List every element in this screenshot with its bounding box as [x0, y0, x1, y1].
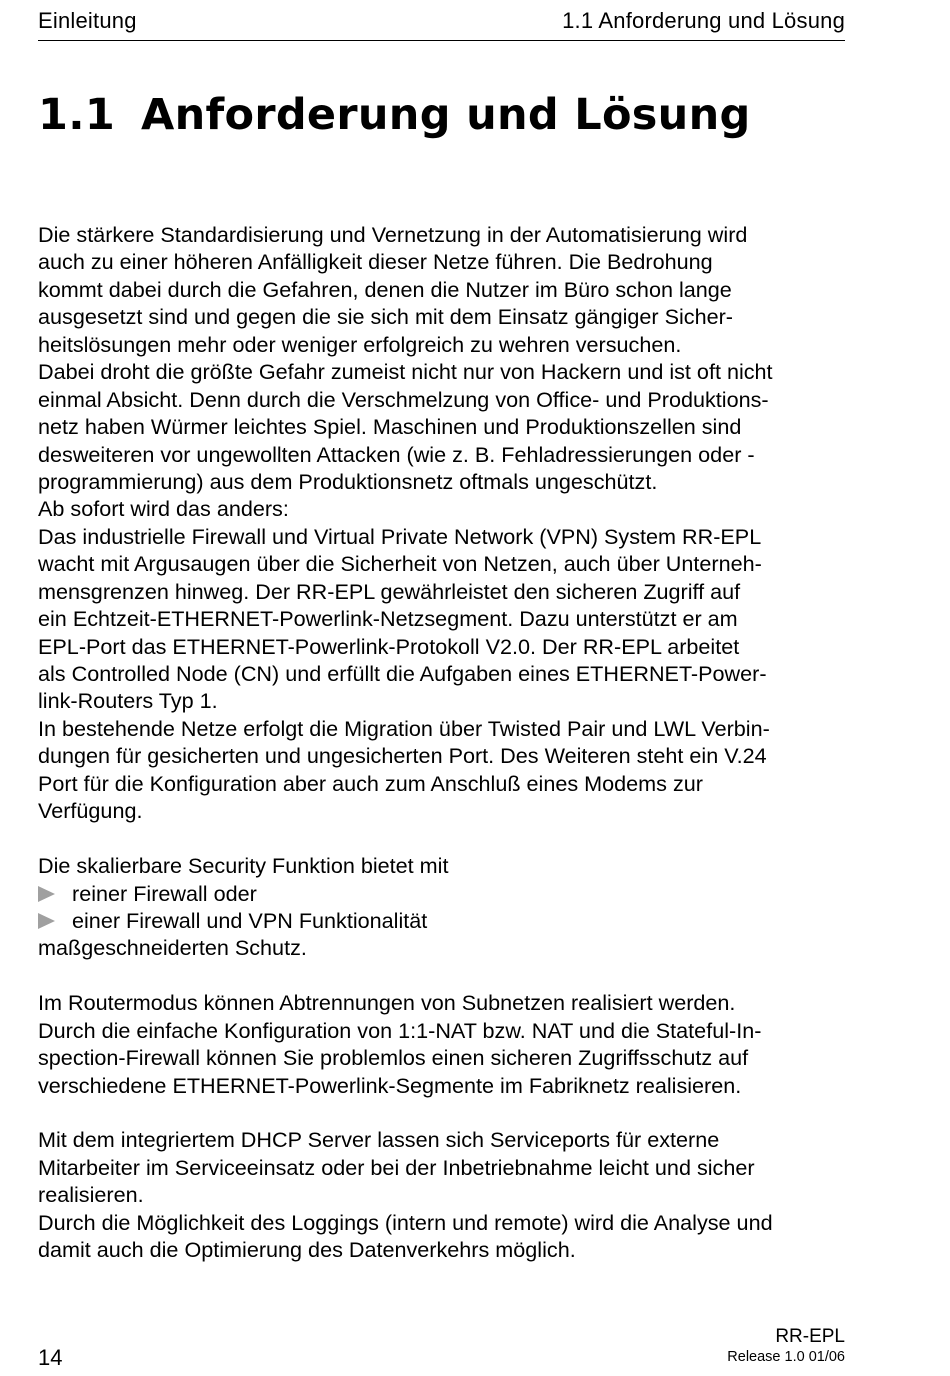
- text-line: Durch die Möglichkeit des Loggings (intern und remote) wird die Analyse und: [38, 1209, 773, 1235]
- text-line: Das industrielle Firewall und Virtual Private Network (VPN) System RR-EPL: [38, 523, 762, 549]
- text-line: ein Echtzeit-ETHERNET-Powerlink-Netzsegment. Dazu unterstützt er am: [38, 606, 738, 632]
- body-text: [38, 221, 850, 1264]
- text-line: Die stärkere Standardisierung und Vernetzung in der Automatisierung wird: [38, 222, 748, 247]
- section-title-text: Anforderung und Lösung: [141, 90, 751, 140]
- text-line: mensgrenzen hinweg. Der RR-EPL gewährleistet den sicheren Zugriff auf: [38, 578, 741, 604]
- text-line: Dabei droht die größte Gefahr zumeist nicht nur von Hackern und ist oft nicht: [38, 359, 773, 385]
- text-line: verschiedene ETHERNET-Powerlink-Segmente im Fabriknetz realisieren.: [38, 1072, 742, 1098]
- text-line: maßgeschneiderten Schutz.: [38, 935, 307, 961]
- text-line: EPL-Port das ETHERNET-Powerlink-Protokoll V2.0. Der RR-EPL arbeitet: [38, 633, 740, 659]
- text-line: wacht mit Argusaugen über die Sicherheit von Netzen, auch über Unterneh-: [38, 551, 762, 577]
- text-line: ausgesetzt sind und gegen die sie sich mit dem Einsatz gängiger Sicher-: [38, 304, 733, 330]
- bullet-item: [38, 907, 850, 934]
- paragraph-spacer: [38, 825, 850, 852]
- bullet-text: einer Firewall und VPN Funktionalität: [72, 907, 428, 933]
- text-line: Mit dem integriertem DHCP Server lassen sich Serviceports für externe: [38, 1127, 720, 1153]
- bullet-item: [38, 880, 850, 907]
- section-title: [38, 90, 751, 140]
- text-line: Ab sofort wird das anders:: [38, 496, 289, 522]
- text-line: realisieren.: [38, 1182, 144, 1208]
- text-line: heitslösungen mehr oder weniger erfolgreich zu wehren versuchen.: [38, 331, 682, 357]
- text-line: Die skalierbare Security Funktion bietet mit: [38, 853, 449, 879]
- text-line: Durch die einfache Konfiguration von 1:1-NAT bzw. NAT und die Stateful-In-: [38, 1017, 762, 1043]
- paragraph-router: [38, 989, 850, 1099]
- page-header: [38, 6, 845, 41]
- text-line: Port für die Konfiguration aber auch zum Anschluß eines Modems zur: [38, 770, 703, 796]
- text-line: einmal Absicht. Denn durch die Verschmelzung von Office- und Produktions-: [38, 386, 769, 412]
- bullet-text: reiner Firewall oder: [72, 880, 257, 906]
- text-line: In bestehende Netze erfolgt die Migration über Twisted Pair und LWL Verbin-: [38, 715, 770, 741]
- header-section: 1.1 Anforderung und Lösung: [562, 8, 845, 33]
- page-number: 14: [38, 1345, 63, 1370]
- text-line: spection-Firewall können Sie problemlos einen sicheren Zugriffsschutz auf: [38, 1045, 749, 1071]
- paragraph-intro: [38, 221, 850, 825]
- paragraph-spacer: [38, 962, 850, 989]
- text-line: auch zu einer höheren Anfälligkeit dieser Netze führen. Die Bedrohung: [38, 249, 713, 275]
- footer-release: Release 1.0 01/06: [727, 1349, 845, 1365]
- text-line: netz haben Würmer leichtes Spiel. Maschinen und Produktionszellen sind: [38, 414, 742, 440]
- section-number: 1.1: [38, 90, 116, 140]
- text-line: Im Routermodus können Abtrennungen von Subnetzen realisiert werden.: [38, 990, 736, 1016]
- text-line: als Controlled Node (CN) und erfüllt die Aufgaben eines ETHERNET-Power-: [38, 661, 767, 686]
- text-line: dungen für gesicherten und ungesicherten Port. Des Weiteren steht ein V.24: [38, 743, 767, 769]
- text-line: damit auch die Optimierung des Datenverkehrs möglich.: [38, 1237, 576, 1263]
- text-line: link-Routers Typ 1.: [38, 688, 218, 714]
- text-line: Mitarbeiter im Serviceeinsatz oder bei der Inbetriebnahme leicht und sicher: [38, 1154, 755, 1180]
- text-line: kommt dabei durch die Gefahren, denen die Nutzer im Büro schon lange: [38, 276, 732, 302]
- text-line: Verfügung.: [38, 798, 143, 824]
- paragraph-security: [38, 852, 850, 962]
- footer-product-name: RR-EPL: [775, 1326, 845, 1347]
- paragraph-spacer: [38, 1099, 850, 1126]
- paragraph-dhcp: [38, 1126, 850, 1263]
- triangle-right-icon: [38, 913, 55, 929]
- triangle-right-icon: [38, 886, 55, 902]
- footer-info: [727, 1326, 845, 1366]
- text-line: programmierung) aus dem Produktionsnetz oftmals ungeschützt.: [38, 468, 658, 494]
- header-chapter: Einleitung: [38, 8, 137, 33]
- text-line: desweiteren vor ungewollten Attacken (wie z. B. Fehladressierungen oder -: [38, 441, 755, 467]
